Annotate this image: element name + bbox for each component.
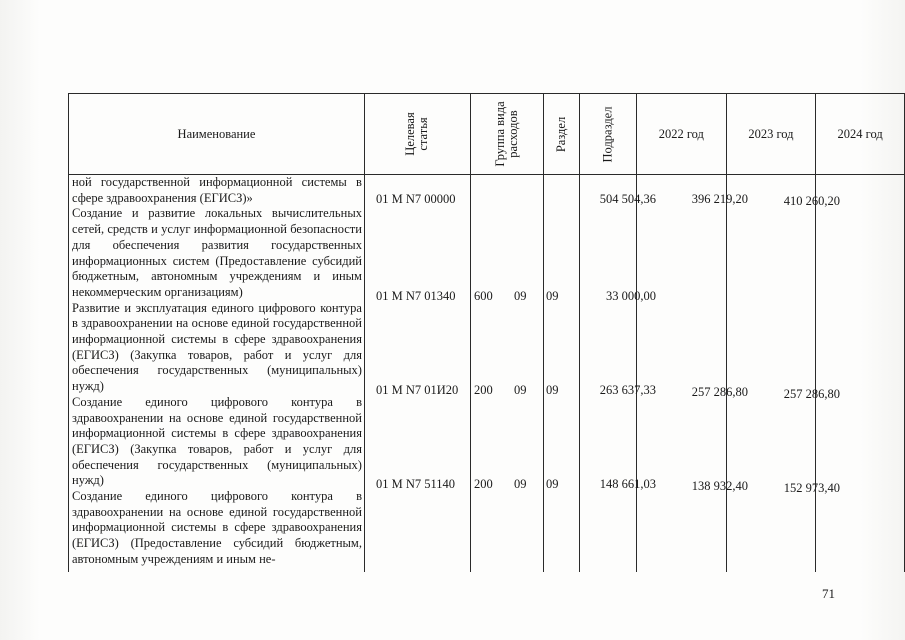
header-section: Раздел xyxy=(543,94,579,175)
row-subsection: 09 xyxy=(546,289,559,303)
header-2022: 2022 год xyxy=(636,94,726,175)
row-group: 600 xyxy=(474,289,493,303)
row-name: Создание единого цифрового контура в здравоохранении на основе единой государственной информационной системы в сфере здравоохранения (ЕГИСЗ) (Предоставление субсидий бюджетным, автономным учреждениям и иным не- xyxy=(72,489,362,566)
row-2023: 257 286,80 xyxy=(691,385,748,399)
header-2023: 2023 год xyxy=(726,94,816,175)
header-2024: 2024 год xyxy=(816,94,905,175)
row-subsection: 09 xyxy=(546,383,559,397)
row-2024: 410 260,20 xyxy=(783,194,840,208)
row-name: Создание и развитие локальных вычислительных сетей, средств и услуг информационной безопасности для обеспечения развития государственных информационных систем (Предоставление субсидий бюджетным, автономным учреждениям и иным некоммерческим организациям) xyxy=(72,206,362,299)
row-section: 09 xyxy=(514,383,527,397)
row-2022: 263 637,33 xyxy=(599,383,656,397)
row-name: Развитие и эксплуатация единого цифрового контура в здравоохранении на основе единой государственной информационной системы в сфере здравоохранения (ЕГИСЗ) (Закупка товаров, работ и услуг для обеспечения государственных (муниципальных) нужд) xyxy=(72,300,362,394)
row-target: 01 М N7 01340 xyxy=(376,289,456,303)
page-number: 71 xyxy=(822,586,835,601)
row-2023: 138 932,40 xyxy=(691,479,748,493)
row-2024: 257 286,80 xyxy=(783,387,840,401)
row-target: 01 М N7 00000 xyxy=(376,192,456,206)
header-name: Наименование xyxy=(69,94,365,175)
row-target: 01 М N7 51140 xyxy=(376,477,456,491)
row-section: 09 xyxy=(514,289,527,303)
row-name: ной государственной информационной системы в сфере здравоохранения (ЕГИСЗ)» xyxy=(72,175,362,205)
name-column xyxy=(69,175,365,572)
table-body xyxy=(69,175,905,572)
header-subsection: Подраздел xyxy=(580,94,637,175)
row-2022: 504 504,36 xyxy=(599,192,656,206)
row-subsection: 09 xyxy=(546,477,559,491)
row-2022: 148 661,03 xyxy=(599,477,656,491)
row-2024: 152 973,40 xyxy=(783,481,840,495)
row-target: 01 М N7 01И20 xyxy=(376,383,459,397)
row-name: Создание единого цифрового контура в здравоохранении на основе единой государственной информационной системы в сфере здравоохранения (ЕГИСЗ) (Закупка товаров, работ и услуг для обеспечения государственных (муниципальных) нужд) xyxy=(72,394,362,488)
row-2022: 33 000,00 xyxy=(606,289,656,303)
row-2023: 396 219,20 xyxy=(691,192,748,206)
budget-table xyxy=(68,93,905,572)
table-header-row xyxy=(69,94,905,175)
row-group: 200 xyxy=(474,383,493,397)
header-target-article: Целевая статья xyxy=(364,94,470,175)
row-group: 200 xyxy=(474,477,493,491)
row-section: 09 xyxy=(514,477,527,491)
header-expense-group: Группа вида расходов xyxy=(470,94,543,175)
